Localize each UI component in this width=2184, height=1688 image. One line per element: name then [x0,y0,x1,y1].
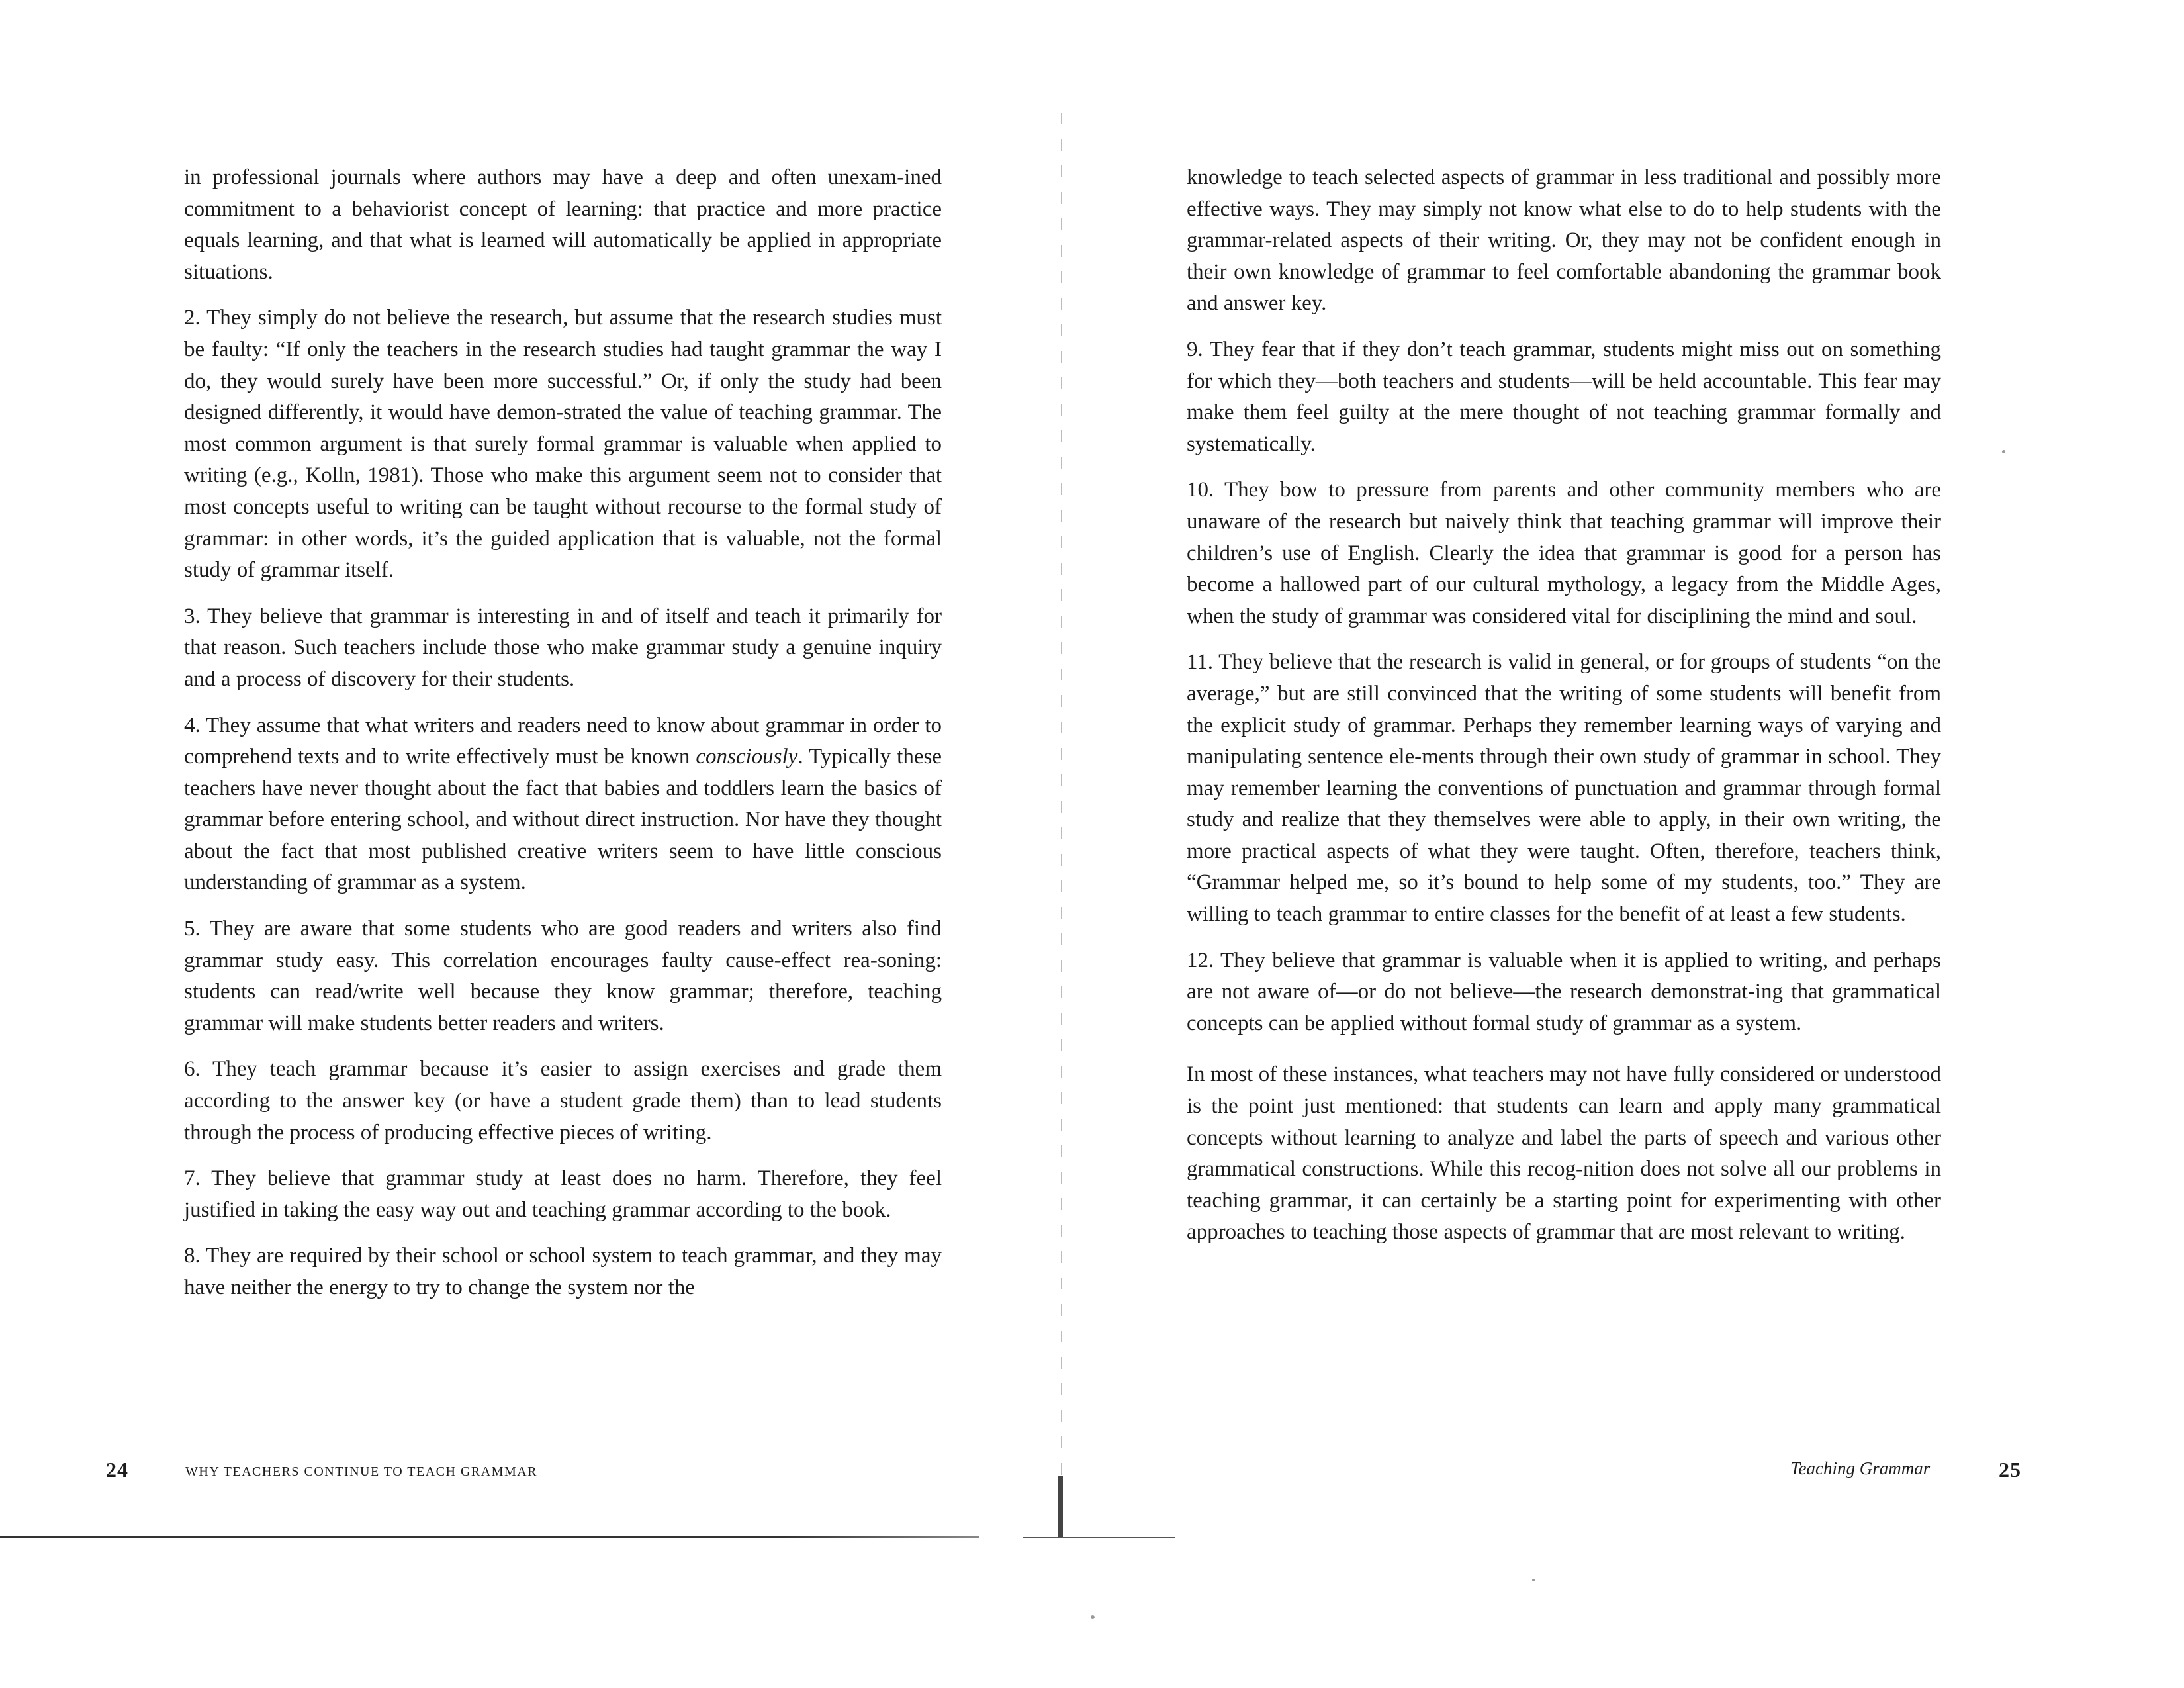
gutter-line [1061,113,1062,1529]
paragraph-summary: In most of these instances, what teachers may not have fully considered or understood is the point just mentioned: that students can learn and apply many grammatical concepts without learning to analyze and label the parts of speech and various other grammatical constructions. While this recog-nition does not solve all our problems in teaching grammar, it can certainly be a starting point for experimenting with other approaches to teaching those aspects of grammar that are most relevant to writing. [1187,1062,1941,1244]
paragraph-reason-7: 7. They believe that grammar study at least does no harm. Therefore, they feel justified in taking the easy way out and teaching grammar according to the book. [184,1166,942,1222]
scan-speck [1091,1615,1095,1619]
paragraph-reason-9: 9. They fear that if they don’t teach grammar, students might miss out on something for which they—both teachers and students—will be held accountable. This fear may make them feel guilty at the mere thought of not teaching grammar formally and systematically. [1187,337,1941,456]
paragraph-reason-4 [184,710,942,900]
reason-4-emphasis: consciously [696,745,798,769]
bottom-rule-left [0,1536,979,1538]
reason-4-text-before: 4. They assume that what writers and readers need to know about grammar in order to comprehend texts and to write effectively must be known [184,713,942,769]
paragraph-reason-8: 8. They are required by their school or school system to teach grammar, and they may have neither the energy to try to change the system nor the [184,1244,942,1299]
paragraph-continuation: in professional journals where authors may have a deep and often unexam-ined commitment to a behaviorist concept of learning: that practice and more practice equals learning, and that what is learned will automatically be applied in appropriate situations. [184,165,942,284]
paragraph-reason-11: 11. They believe that the research is valid in general, or for groups of students “on the average,” but are still convinced that the writing of some students will benefit from the explicit study of grammar. Perhaps they remember learning ways of varying and manipulating sentence ele-ments through their own study of grammar in school. They may remember learning the conventions of punctuation and grammar through formal study and realize that they themselves were able to apply, in their own writing, the more practical aspects of what they were taught. Often, therefore, teachers think, “Grammar helped me, so it’s bound to help some of my students, too.” They are willing to teach grammar to entire classes for the benefit of at least a few students. [1187,650,1941,927]
scan-speck [1532,1579,1535,1581]
bottom-rule-right [1023,1537,1175,1538]
scan-speck [2002,450,2005,453]
paragraph-reason-3: 3. They believe that grammar is interesting in and of itself and teach it primarily for that reason. Such teachers include those who make grammar study a genuine inquiry and a process of discovery for their students. [184,604,942,691]
paragraph-reason-12: 12. They believe that grammar is valuable when it is applied to writing, and perhaps are not aware of—or do not believe—the research demonstrat-ing that grammatical concepts can be applied without formal study of grammar as a system. [1187,948,1941,1035]
running-head-right: Teaching Grammar [1790,1458,1931,1478]
gutter-shadow [1058,1476,1063,1537]
running-head-left: WHY TEACHERS CONTINUE TO TEACH GRAMMAR [185,1464,538,1479]
right-page-text [1187,162,1941,1263]
left-page-text [184,162,942,1319]
paragraph-reason-2: 2. They simply do not believe the research, but assume that the research studies must be faulty: “If only the teachers in the research studies had taught grammar the way I do, they would surely have been more successful.” Or, if only the study had been designed differently, it would have demon-strated the value of teaching grammar. The most common argument is that surely formal grammar is valuable when applied to writing (e.g., Kolln, 1981). Those who make this argument seem not to consider that most concepts useful to writing can be taught without recourse to the formal study of grammar: in other words, it’s the guided application that is valuable, not the formal study of grammar itself. [184,306,942,583]
paragraph-reason-6: 6. They teach grammar because it’s easier to assign exercises and grade them according to the answer key (or have a student grade them) than to lead students through the process of producing effective pieces of writing. [184,1057,942,1145]
reason-4-text-after: . Typically these teachers have never thought about the fact that babies and toddlers learn the basics of grammar before entering school, and without direct instruction. Nor have they thought about the fact that most published creative writers seem to have little conscious understanding of grammar as a system. [184,745,942,895]
page-number-left: 24 [106,1458,128,1481]
paragraph-continuation-right: knowledge to teach selected aspects of grammar in less traditional and possibly more effective ways. They may simply not know what else to do to help students with the grammar-related aspects of their writing. Or, they may not be confident enough in their own knowledge of grammar to feel comfortable abandoning the grammar book and answer key. [1187,165,1941,316]
paragraph-reason-5: 5. They are aware that some students who are good readers and writers also find grammar study easy. This correlation encourages faulty cause-effect rea-soning: students can read/write well because they know grammar; therefore, teaching grammar will make students better readers and writers. [184,917,942,1035]
paragraph-reason-10: 10. They bow to pressure from parents and other community members who are unaware of the research but naively think that teaching grammar will improve their children’s use of English. Clearly the idea that grammar is good for a person has become a hallowed part of our cultural mythology, a legacy from the Middle Ages, when the study of grammar was considered vital for disciplining the mind and soul. [1187,478,1941,628]
page-number-right: 25 [1999,1458,2021,1481]
